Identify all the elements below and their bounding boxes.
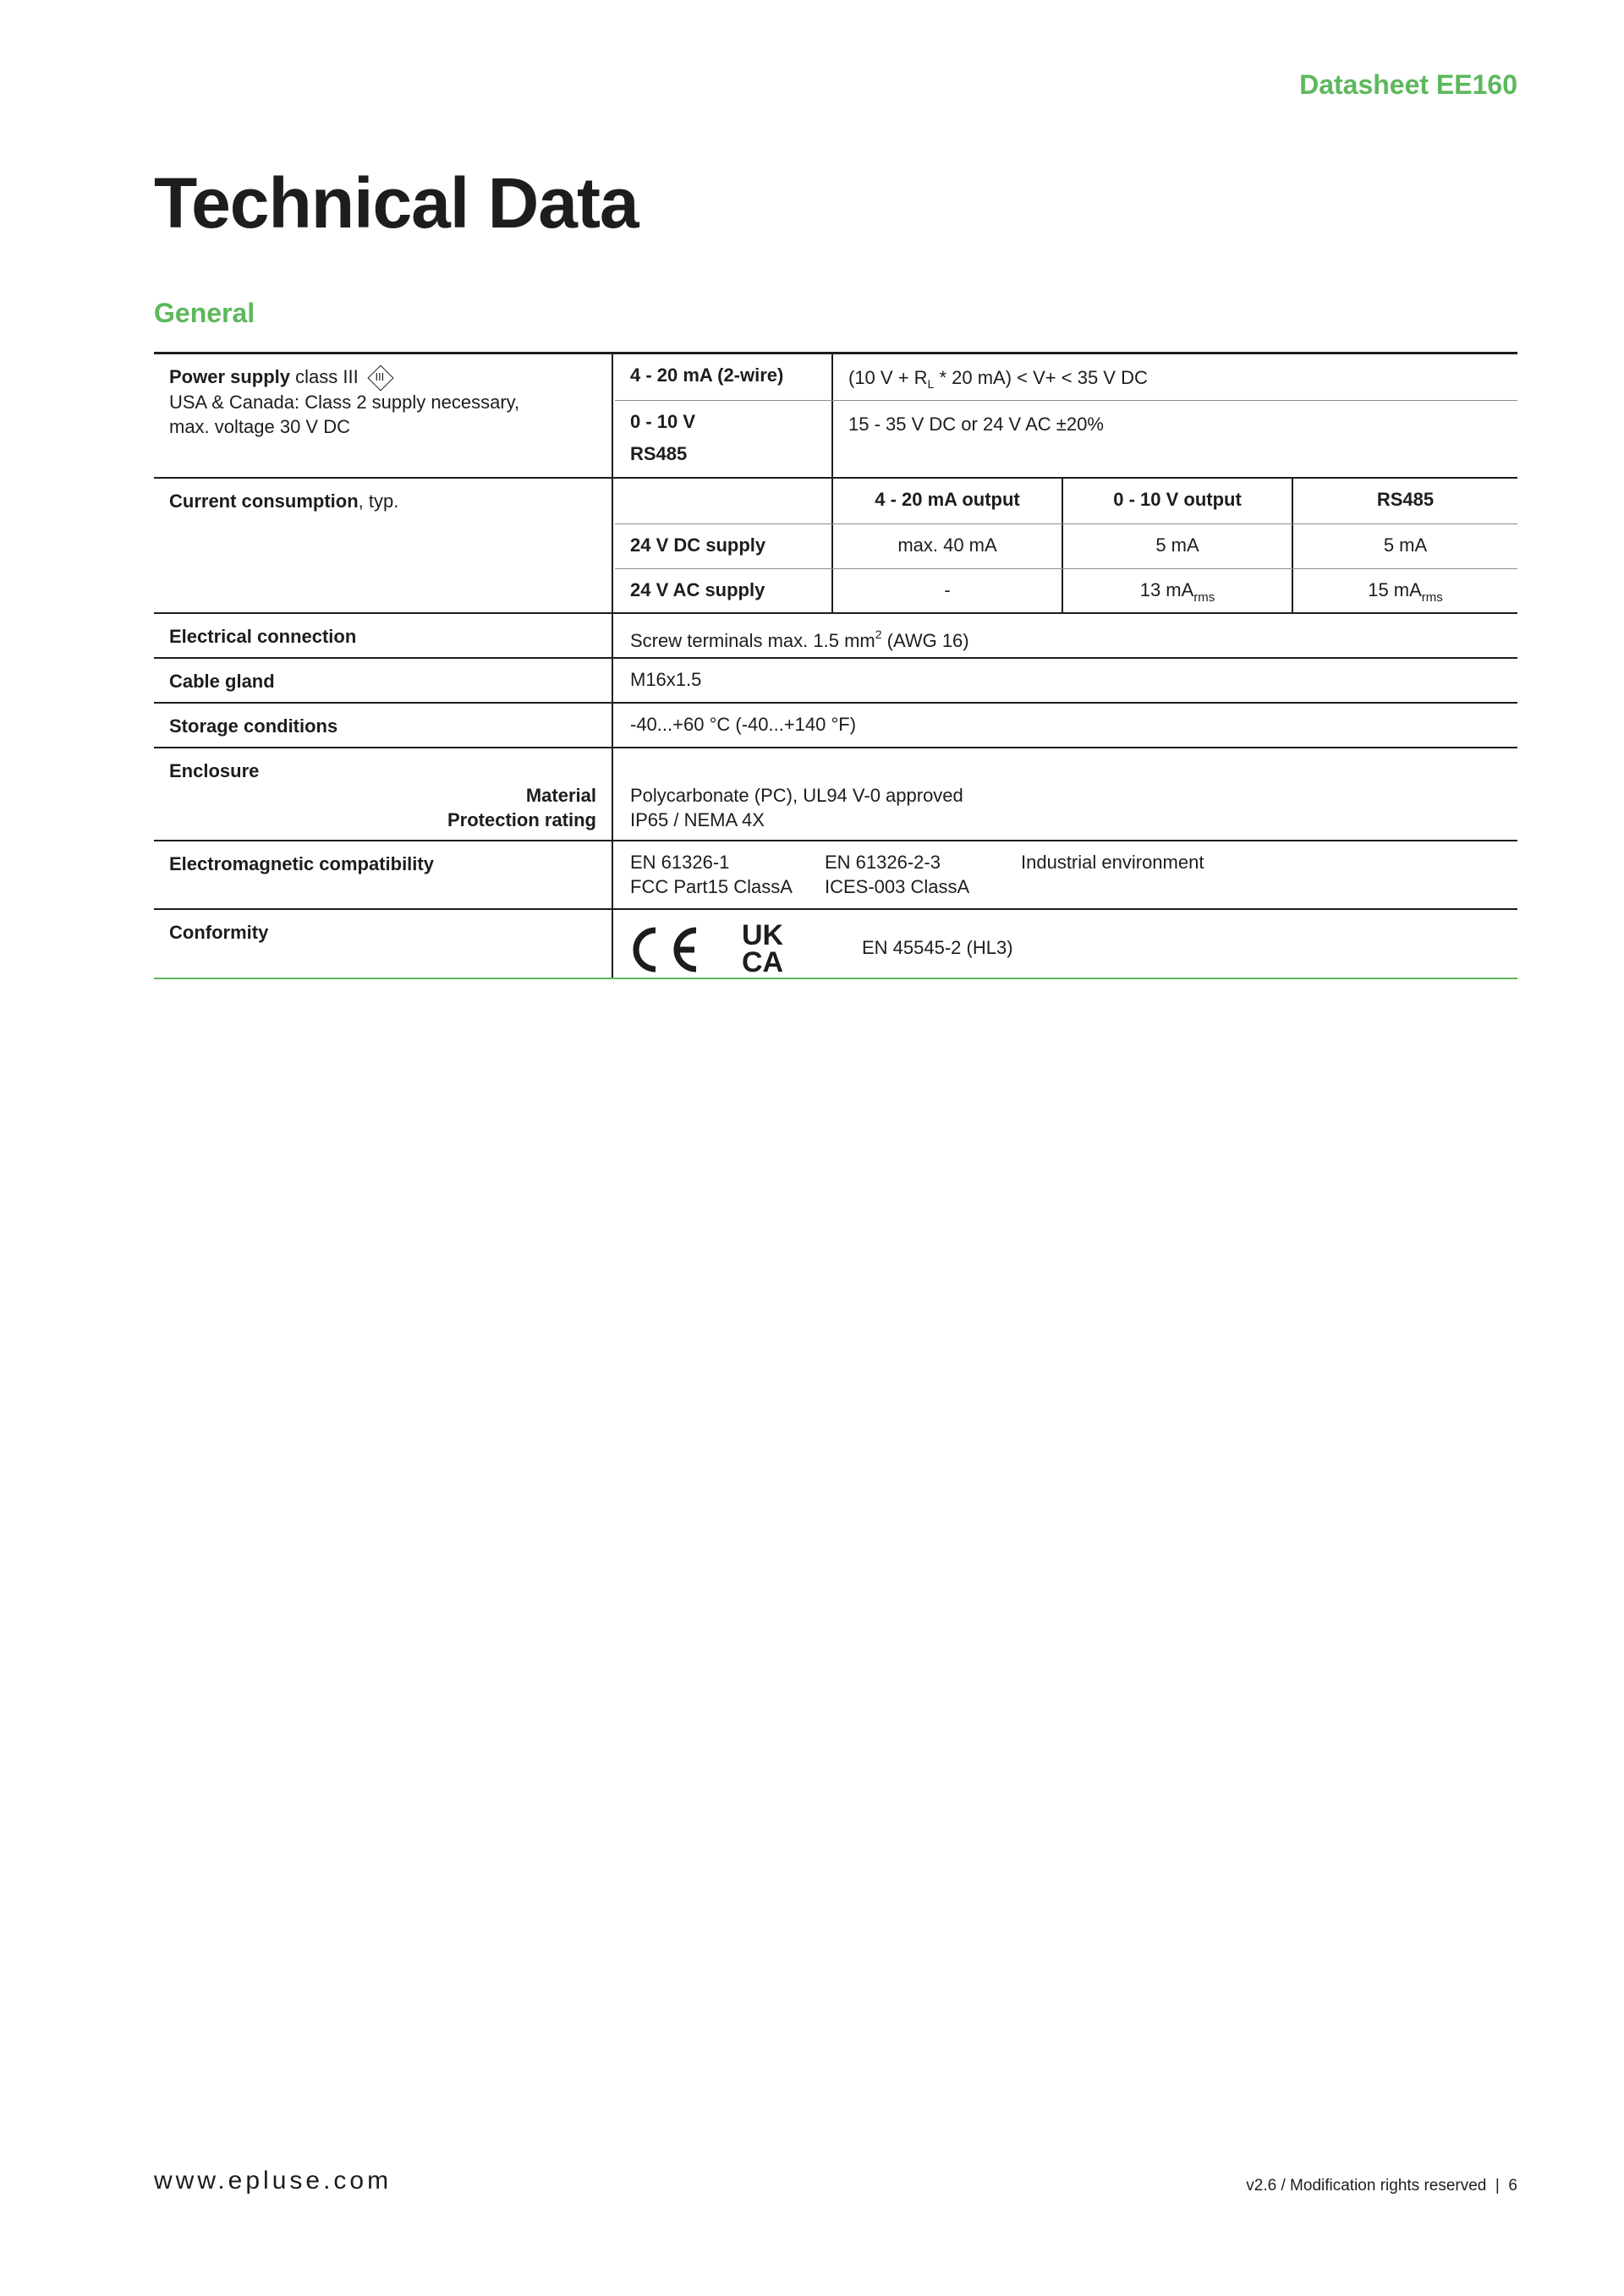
emc-environment: Industrial environment — [1021, 852, 1204, 873]
svg-text:UK: UK — [742, 920, 784, 951]
enclosure-label: Enclosure — [169, 760, 260, 781]
row-enclosure — [154, 747, 1517, 840]
power-supply-class-text: class III — [290, 366, 359, 387]
current-consumption-typ: , typ. — [358, 490, 399, 512]
row-emc — [154, 840, 1517, 908]
material-label: Material — [525, 785, 596, 806]
ukca-mark-icon — [740, 920, 796, 974]
header-4-20ma-output: 4 - 20 mA output — [831, 479, 1062, 523]
svg-text:CA: CA — [742, 946, 784, 974]
cable-gland-label: Cable gland — [154, 659, 613, 702]
row-conformity — [154, 908, 1517, 979]
footer-website-link[interactable]: www.epluse.com — [154, 2167, 392, 2195]
class-iii-symbol-icon: III — [367, 364, 392, 390]
supply-value-0-10v-rs485: 15 - 35 V DC or 24 V AC ±20% — [831, 401, 1517, 477]
electrical-connection-label: Electrical connection — [154, 614, 613, 657]
section-title: General — [154, 298, 255, 328]
emc-standard-fcc: FCC Part15 ClassA — [630, 876, 793, 897]
general-spec-table — [154, 352, 1517, 979]
supply-value-4-20ma: (10 $V + R_L * 20$ mA) < V+ < 35 V DC — [831, 354, 1517, 400]
current-consumption-title: Current consumption — [169, 490, 359, 512]
footer-version-page: v2.6 / Modification rights reserved | 6 — [1246, 2177, 1517, 2195]
protection-rating-label: Protection rating — [447, 809, 596, 830]
row-cable-gland — [154, 657, 1517, 702]
emc-standard-en-61326-2-3: EN 61326-2-3 — [825, 852, 941, 873]
document-tag: Datasheet EE160 — [1299, 69, 1517, 100]
emc-standard-en-61326-1: EN 61326-1 — [630, 852, 730, 873]
supply-option-0-10v-rs485: 0 - 10 V RS485 — [630, 411, 696, 464]
cable-gland-value: M16x1.5 — [630, 669, 702, 690]
page-title: Technical Data — [154, 163, 639, 243]
conformity-standard: EN 45545-2 (HL3) — [862, 937, 1013, 958]
storage-conditions-label: Storage conditions — [154, 704, 613, 747]
conformity-label: Conformity — [154, 910, 613, 978]
consumption-row-dc: 24 V DC supply max. 40 mA 5 mA 5 mA — [615, 523, 1517, 568]
row-power-supply — [154, 352, 1517, 477]
emc-standard-ices: ICES-003 ClassA — [825, 876, 970, 897]
power-supply-title: Power supply — [169, 366, 291, 387]
supply-option-4-20ma: 4 - 20 mA (2-wire) — [630, 364, 784, 386]
header-rs485: RS485 — [1292, 479, 1517, 523]
ce-mark-icon — [630, 923, 701, 976]
row-current-consumption — [154, 477, 1517, 612]
power-supply-note-2: max. voltage 30 V DC — [169, 416, 350, 437]
row-electrical-connection — [154, 612, 1517, 657]
power-supply-note-1: USA & Canada: Class 2 supply necessary, — [169, 392, 520, 413]
protection-rating-value: IP65 / NEMA 4X — [630, 809, 765, 830]
power-supply-label — [154, 354, 613, 477]
row-storage-conditions — [154, 702, 1517, 747]
material-value: Polycarbonate (PC), UL94 V-0 approved — [630, 785, 963, 806]
storage-conditions-value: -40...+60 °C (-40...+140 °F) — [630, 714, 857, 735]
electrical-connection-value: Screw terminals max. 1.5 $mm^2$ (AWG 16) — [630, 627, 969, 651]
consumption-row-ac: 24 V AC supply - 13 $mA_{rms}$ 15 $mA_{rms}$ — [615, 568, 1517, 612]
emc-label: Electromagnetic compatibility — [154, 841, 613, 908]
header-0-10v-output: 0 - 10 V output — [1062, 479, 1292, 523]
